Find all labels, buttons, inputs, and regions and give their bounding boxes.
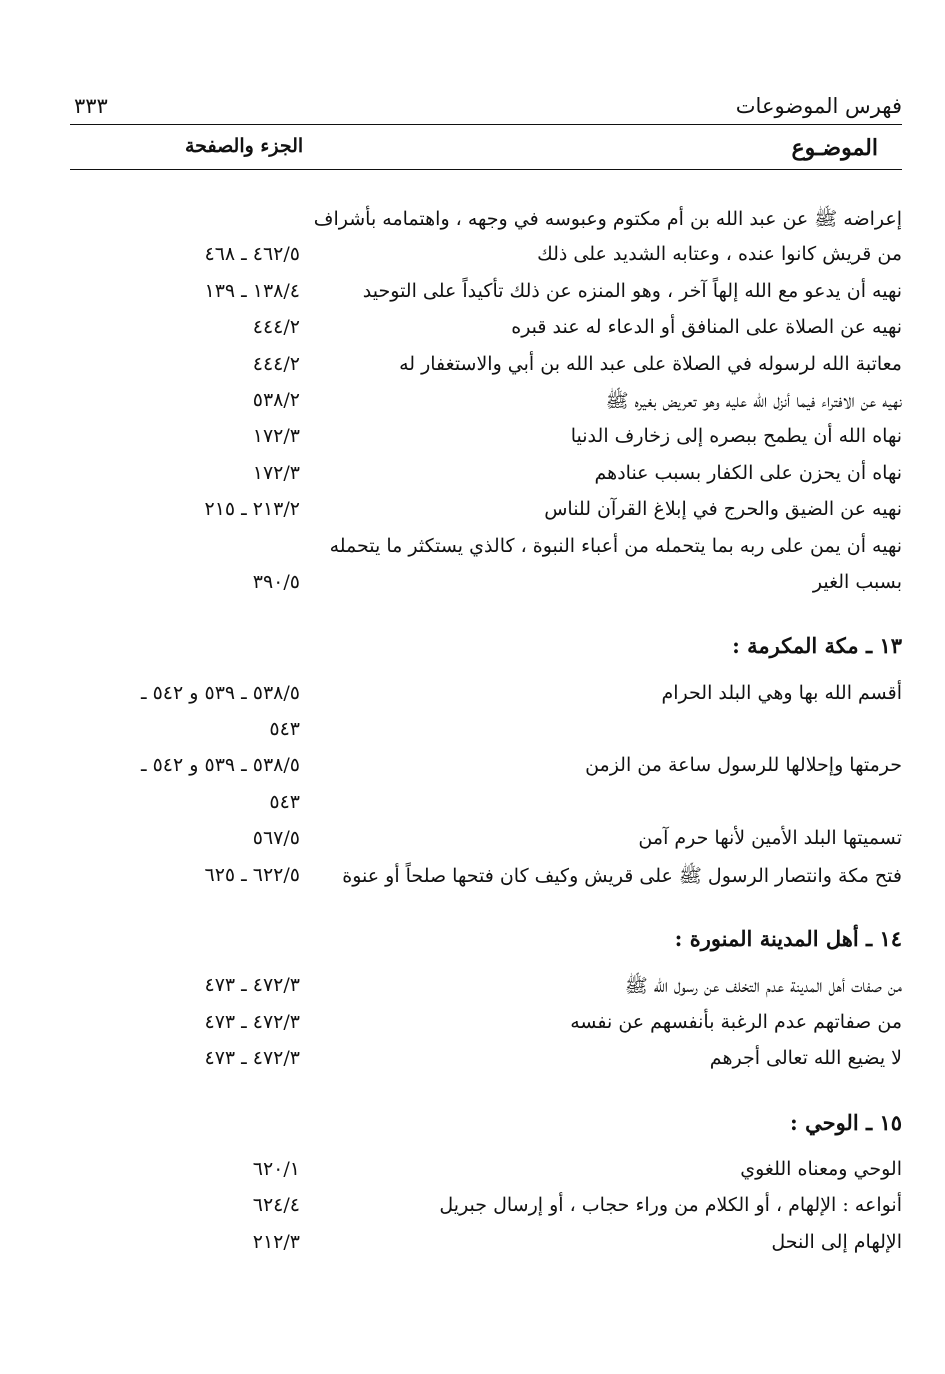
column-header-topic: الموضـوع bbox=[791, 135, 878, 161]
index-row bbox=[70, 752, 902, 788]
index-row bbox=[70, 789, 902, 825]
index-row bbox=[70, 460, 902, 496]
index-row bbox=[70, 496, 902, 532]
entry-text: أقسم الله بها وهي البلد الحرام bbox=[661, 681, 902, 704]
entry-text: تسميتها البلد الأمين لأنها حرم آمن bbox=[638, 827, 902, 850]
entry-text: من صفات أهل المدينة عدم التخلف عن رسول الله ﷺ bbox=[624, 975, 902, 998]
entry-text: من قريش كانوا عنده ، وعتابه الشديد على ذلك bbox=[537, 243, 902, 266]
entry-ref: ٣٩٠/٥ bbox=[252, 570, 300, 593]
entry-ref: ٢١٢/٣ bbox=[252, 1230, 300, 1253]
entry-text: من صفاتهم عدم الرغبة بأنفسهم عن نفسه bbox=[570, 1010, 902, 1033]
entry-ref: ٤٦٢/٥ ـ ٤٦٨ bbox=[204, 243, 300, 266]
index-row bbox=[70, 387, 902, 423]
entry-ref: ٥٤٣ bbox=[269, 790, 300, 813]
section-title: ١٤ ـ أهل المدينة المنورة : bbox=[674, 926, 902, 952]
entry-text: فتح مكة وانتصار الرسول ﷺ على قريش وكيف كان فتحها صلحاً أو عنوة bbox=[342, 864, 902, 887]
index-row bbox=[70, 351, 902, 387]
entry-ref: ٥٦٧/٥ bbox=[252, 827, 300, 850]
index-row bbox=[70, 241, 902, 277]
index-row bbox=[70, 680, 902, 716]
index-row bbox=[70, 1156, 902, 1192]
entry-text: أنواعه : الإلهام ، أو الكلام من وراء حجاب ، أو إرسال جبريل bbox=[439, 1194, 902, 1217]
entry-text: نهيه عن الافتراء فيما أنزل الله عليه وهو تعريض بغيره ﷺ bbox=[605, 389, 902, 412]
entry-text: نهيه عن الصلاة على المنافق أو الدعاء له عند قبره bbox=[511, 316, 902, 339]
entry-text: معاتبة الله لرسوله في الصلاة على عبد الله بن أبي والاستغفار له bbox=[399, 352, 902, 375]
entry-text: نهيه عن الضيق والحرج في إبلاغ القرآن للناس bbox=[544, 498, 902, 521]
page-number: ٣٣٣ bbox=[74, 94, 108, 118]
index-row bbox=[70, 1192, 902, 1228]
entry-text: بسبب الغير bbox=[812, 570, 902, 593]
index-row bbox=[70, 569, 902, 605]
index-row bbox=[70, 972, 902, 1008]
entry-text: نهيه أن يمن على ربه بما يتحمله من أعباء النبوة ، كالذي يستكثر ما يتحمله bbox=[329, 534, 902, 557]
entry-ref: ٥٤٣ bbox=[269, 718, 300, 741]
section-title: ١٣ ـ مكة المكرمة : bbox=[732, 633, 902, 659]
entry-text: نهاه أن يحزن على الكفار بسبب عنادهم bbox=[594, 461, 902, 484]
entry-text: نهيه أن يدعو مع الله إلهاً آخر ، وهو المنزه عن ذلك تأكيداً على التوحيد bbox=[362, 279, 902, 302]
entry-text: الإلهام إلى النحل bbox=[771, 1230, 902, 1253]
index-row bbox=[70, 825, 902, 861]
index-row bbox=[70, 278, 902, 314]
entry-text: إعراضه ﷺ عن عبد الله بن أم مكتوم وعبوسه في وجهه ، واهتمامه بأشراف bbox=[313, 208, 902, 230]
entry-ref: ٥٣٨/٢ bbox=[252, 388, 300, 411]
entry-text: لا يضيع الله تعالى أجرهم bbox=[709, 1047, 902, 1070]
entry-ref: ١٧٢/٣ bbox=[252, 461, 300, 484]
index-row bbox=[70, 862, 902, 898]
index-row bbox=[70, 423, 902, 459]
entry-ref: ٥٣٨/٥ ـ ٥٣٩ و ٥٤٢ ـ bbox=[140, 754, 300, 777]
entry-ref: ١٧٢/٣ bbox=[252, 425, 300, 448]
index-row bbox=[70, 1009, 902, 1045]
entry-ref: ٤٤٤/٢ bbox=[252, 316, 300, 339]
entry-ref: ١٣٨/٤ ـ ١٣٩ bbox=[204, 279, 300, 302]
index-row bbox=[70, 314, 902, 350]
entry-text: نهاه الله أن يطمح ببصره إلى زخارف الدنيا bbox=[570, 425, 902, 448]
entry-ref: ٤٧٢/٣ ـ ٤٧٣ bbox=[204, 974, 300, 997]
entry-ref: ٢١٣/٢ ـ ٢١٥ bbox=[204, 498, 300, 521]
entry-ref: ٦٢٢/٥ ـ ٦٢٥ bbox=[204, 863, 300, 886]
running-header bbox=[70, 92, 902, 125]
index-row bbox=[70, 1229, 902, 1265]
entry-text: حرمتها وإحلالها للرسول ساعة من الزمن bbox=[585, 754, 902, 777]
section-title: ١٥ ـ الوحي : bbox=[790, 1109, 902, 1135]
entry-ref: ٦٢٤/٤ bbox=[252, 1194, 300, 1217]
column-header-reference: الجزء والصفحة bbox=[185, 135, 304, 157]
index-page bbox=[70, 0, 902, 1374]
index-row bbox=[70, 716, 902, 752]
entry-ref: ٤٤٤/٢ bbox=[252, 352, 300, 375]
running-title: فهرس الموضوعات bbox=[735, 94, 902, 118]
entry-ref: ٦٢٠/١ bbox=[252, 1157, 300, 1180]
index-row bbox=[70, 205, 902, 241]
index-content bbox=[70, 205, 902, 1265]
entry-ref: ٥٣٨/٥ ـ ٥٣٩ و ٥٤٢ ـ bbox=[140, 681, 300, 704]
column-headers bbox=[70, 135, 902, 170]
entry-text: الوحي ومعناه اللغوي bbox=[740, 1157, 902, 1180]
entry-ref: ٤٧٢/٣ ـ ٤٧٣ bbox=[204, 1047, 300, 1070]
index-row bbox=[70, 533, 902, 569]
section-heading bbox=[70, 924, 902, 960]
entry-ref: ٤٧٢/٣ ـ ٤٧٣ bbox=[204, 1010, 300, 1033]
section-heading bbox=[70, 1108, 902, 1144]
section-heading bbox=[70, 631, 902, 667]
index-row bbox=[70, 1045, 902, 1081]
